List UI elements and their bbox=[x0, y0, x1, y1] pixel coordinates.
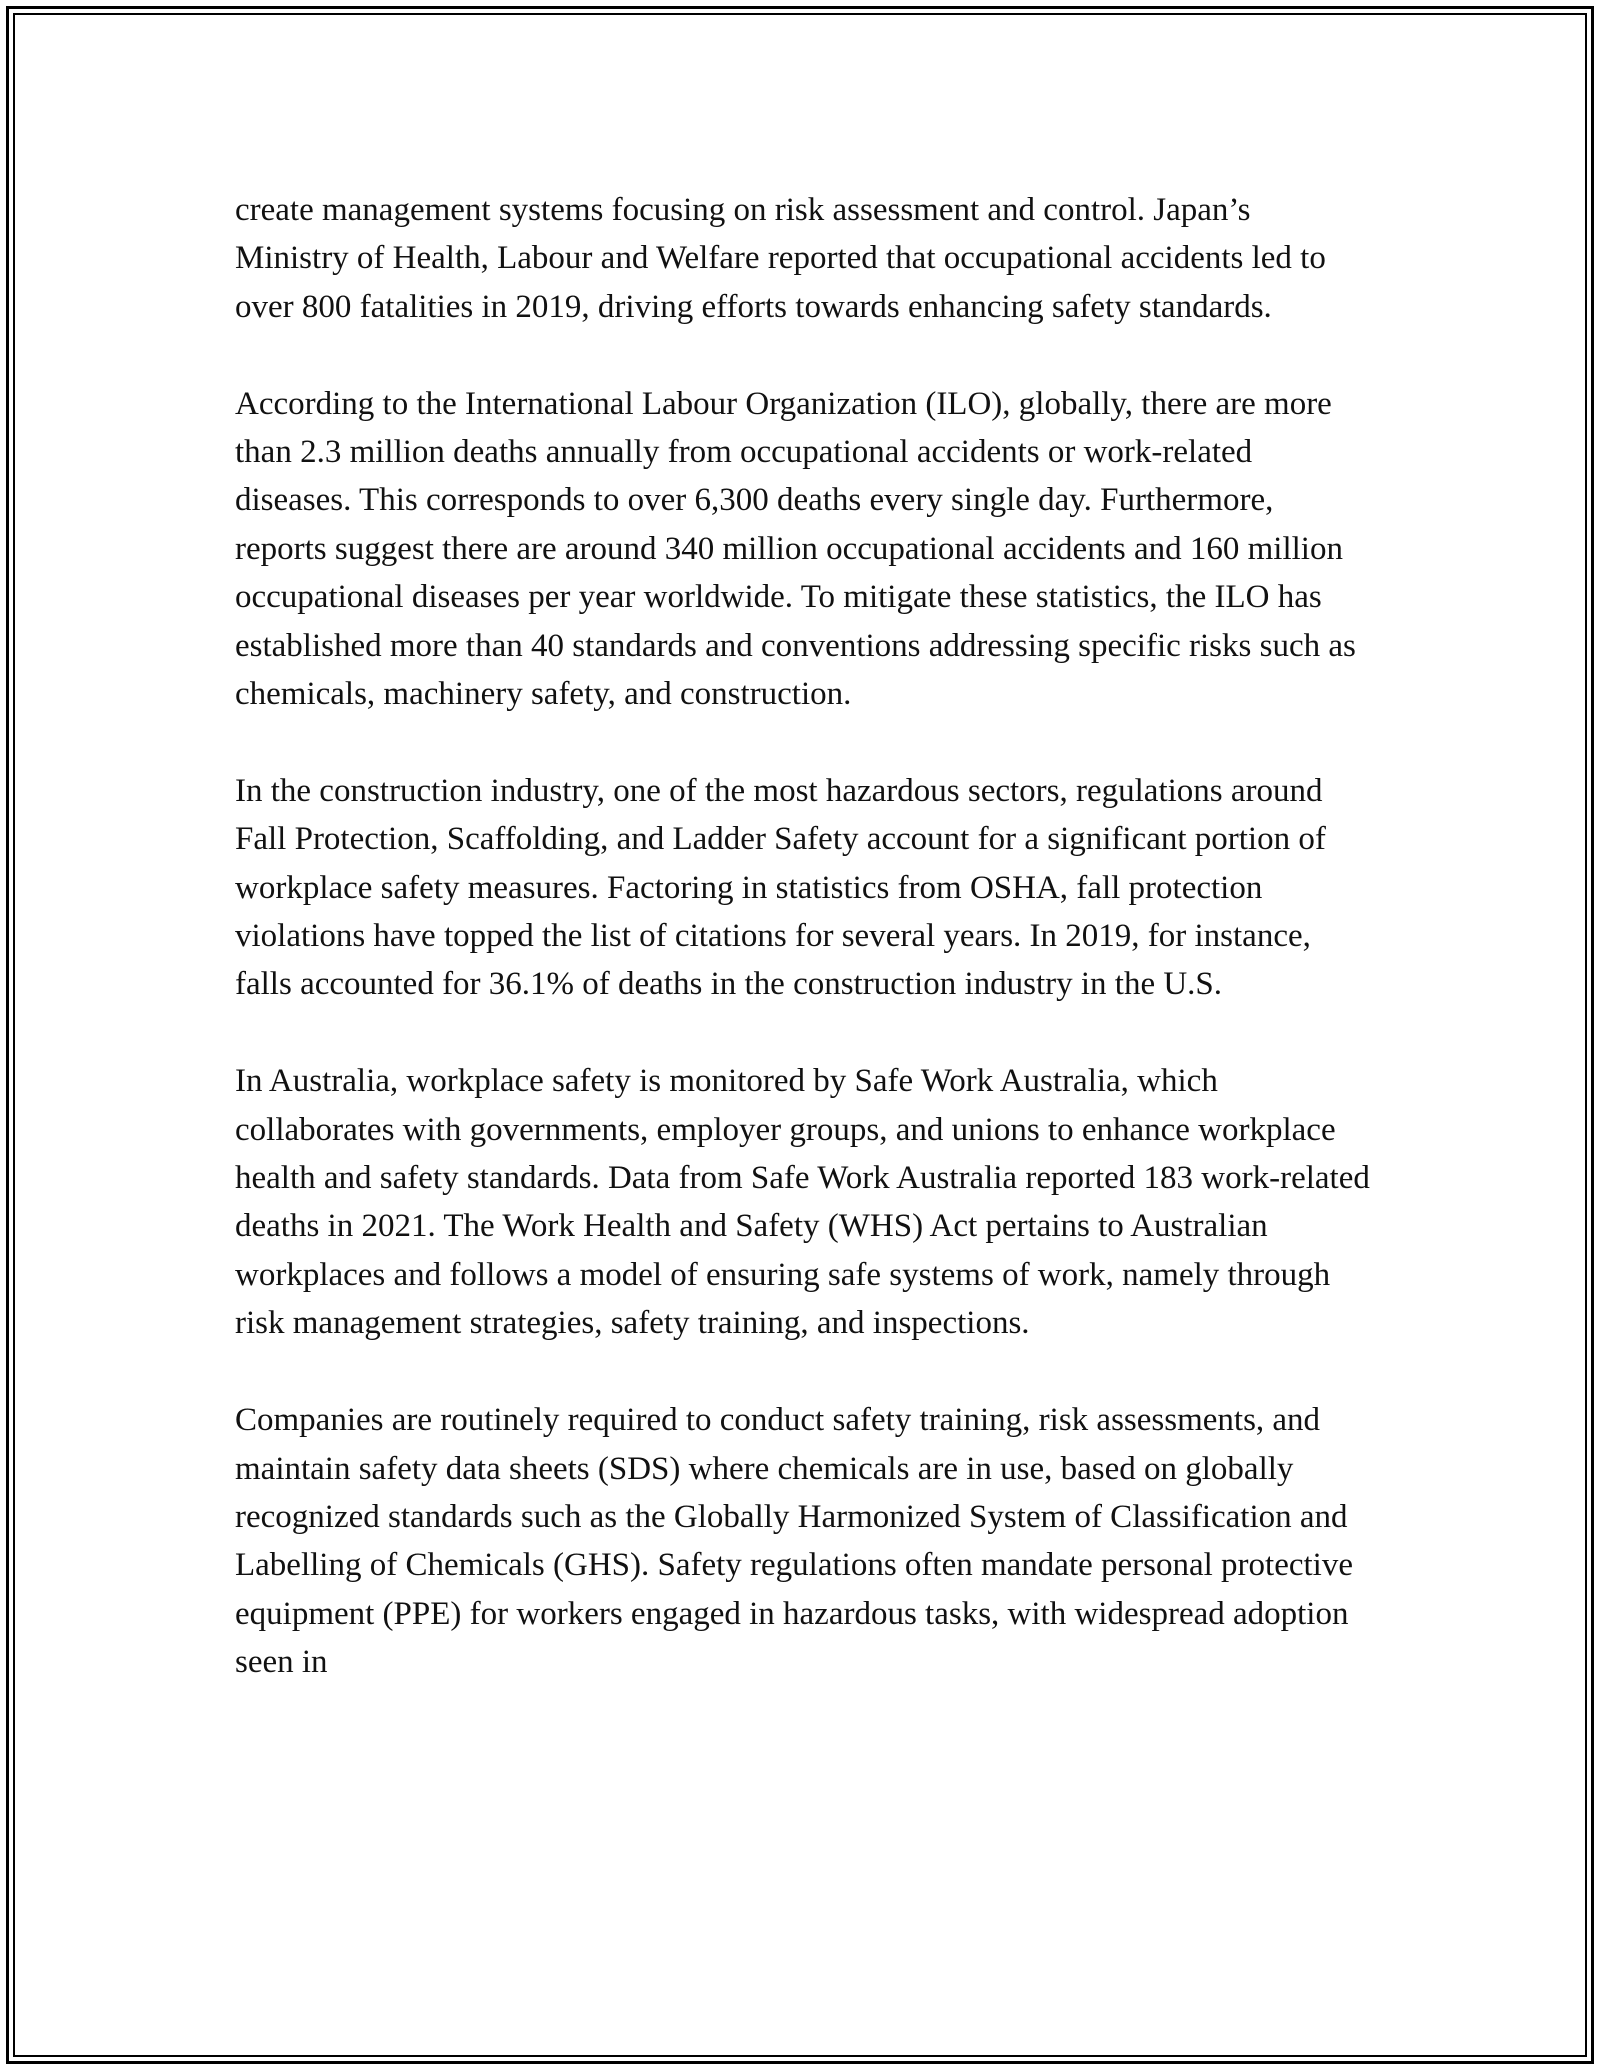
document-body bbox=[235, 186, 1370, 1735]
paragraph-japan-intro: create management systems focusing on risk assessment and control. Japan’s Ministry of Health, Labour and Welfare reported that occupational accidents led to over 800 fatalities in 2019, driving efforts towards enhancing safety standards. bbox=[235, 192, 1326, 325]
paragraph-construction-industry: In the construction industry, one of the most hazardous sectors, regulations around Fall Protection, Scaffolding, and Ladder Safety account for a significant portion of workplace safety measures. Factoring in statistics from OSHA, fall protection violations have topped the list of citations for several years. In 2019, for instance, falls accounted for 36.1% of deaths in the construction industry in the U.S. bbox=[235, 772, 1326, 1003]
paragraph-australia: In Australia, workplace safety is monitored by Safe Work Australia, which collaborates with governments, employer groups, and unions to enhance workplace health and safety standards. Data from Safe Work Australia reported 183 work-related deaths in 2021. The Work Health and Safety (WHS) Act pertains to Australian workplaces and follows a model of ensuring safe systems of work, namely through risk management strategies, safety training, and inspections. bbox=[235, 1063, 1370, 1342]
paragraph-ilo-statistics: According to the International Labour Organization (ILO), globally, there are more than 2.3 million deaths annually from occupational accidents or work-related diseases. This corresponds to over 6,300 deaths every single day. Furthermore, reports suggest there are around 340 million occupational accidents and 160 million occupational diseases per year worldwide. To mitigate these statistics, the ILO has established more than 40 standards and conventions addressing specific risks such as chemicals, machinery safety, and construction. bbox=[235, 385, 1356, 713]
paragraph-company-requirements: Companies are routinely required to conduct safety training, risk assessments, and maintain safety data sheets (SDS) where chemicals are in use, based on globally recognized standards such as the Globally Harmonized System of Classification and Labelling of Chemicals (GHS). Safety regulations often mandate personal protective equipment (PPE) for workers engaged in hazardous tasks, with widespread adoption seen in bbox=[235, 1402, 1353, 1681]
